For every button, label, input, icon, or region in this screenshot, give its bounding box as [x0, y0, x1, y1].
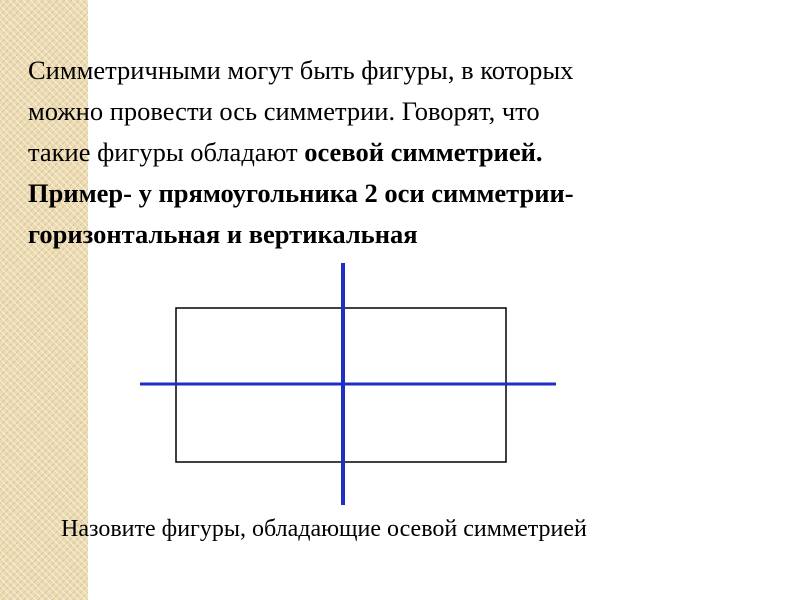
rectangle-symmetry-diagram [130, 255, 570, 510]
text-line-2: можно провести ось симметрии. Говорят, что [28, 96, 540, 126]
text-line-3-bold: осевой симметрией. [304, 137, 543, 167]
text-line-4-bold: Пример- у прямоугольника 2 оси симметрии- [28, 178, 574, 208]
text-line-3-normal: такие фигуры обладают [28, 137, 305, 167]
main-text-block [28, 50, 773, 255]
text-line-1: Симметричными могут быть фигуры, в которых [28, 55, 574, 85]
text-line-5-bold: горизонтальная и вертикальная [28, 219, 418, 249]
caption-question: Назовите фигуры, обладающие осевой симметрией [61, 516, 587, 542]
text-line-3 [28, 132, 773, 173]
